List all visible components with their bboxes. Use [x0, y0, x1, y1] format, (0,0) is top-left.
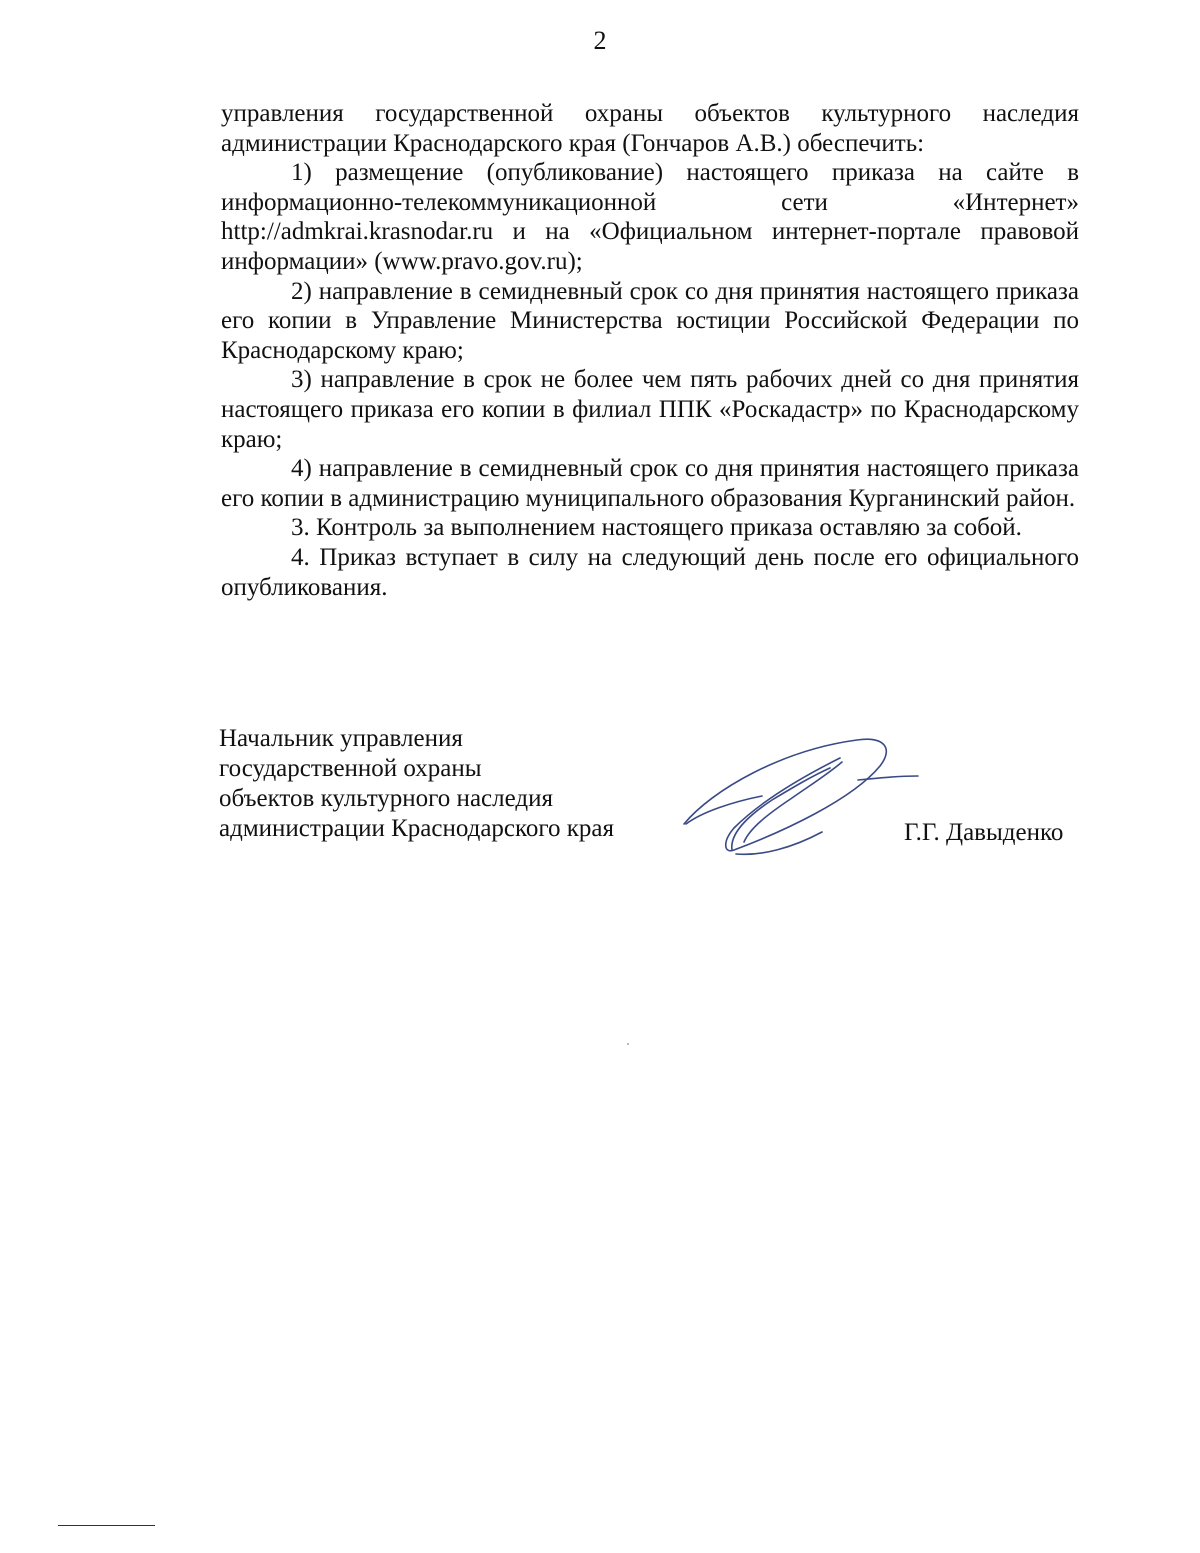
paragraph-clause-4-entry-into-force: 4. Приказ вступает в силу на следующий день после его официального опубликования. [221, 543, 1079, 601]
paragraph-continuation: управления государственной охраны объектов культурного наследия администрации Краснодарского края (Гончаров А.В.) обеспечить: [221, 100, 1079, 157]
paragraph-item-1-publication: 1) размещение (опубликование) настоящего приказа на сайте в информационно-телекоммуникационной сети «Интернет» http://admkrai.krasnodar.ru и на «Официальном интернет-портале правовой информации» (www.pravo.gov.ru); [221, 159, 1079, 275]
scan-speck [627, 1043, 629, 1045]
page-number: 2 [593, 26, 607, 55]
signatory-position [219, 724, 639, 844]
order-body-text [221, 99, 1079, 602]
paragraph-item-2-ministry-of-justice: 2) направление в семидневный срок со дня принятия настоящего приказа его копии в Управление Министерства юстиции Российской Федерации по Краснодарскому краю; [221, 277, 1079, 364]
signatory-position-line: Начальник управления [219, 725, 463, 752]
signatory-position-line: государственной охраны [219, 755, 482, 782]
paragraph-item-3-roskadastr: 3) направление в срок не более чем пять рабочих дней со дня принятия настоящего приказа его копии в филиал ППК «Роскадастр» по Краснодарскому краю; [221, 366, 1079, 453]
signatory-name: Г.Г. Давыденко [904, 819, 1064, 846]
signatory-position-line: администрации Краснодарского края [219, 815, 615, 842]
paragraph-clause-3-control: 3. Контроль за выполнением настоящего приказа оставляю за собой. [291, 514, 1022, 542]
paragraph-item-4-municipal-administration: 4) направление в семидневный срок со дня принятия настоящего приказа его копии в администрацию муниципального образования Курганинский район. [221, 455, 1079, 512]
footer-rule [58, 1525, 155, 1526]
signatory-position-line: объектов культурного наследия [219, 785, 553, 812]
handwritten-signature [672, 732, 922, 862]
